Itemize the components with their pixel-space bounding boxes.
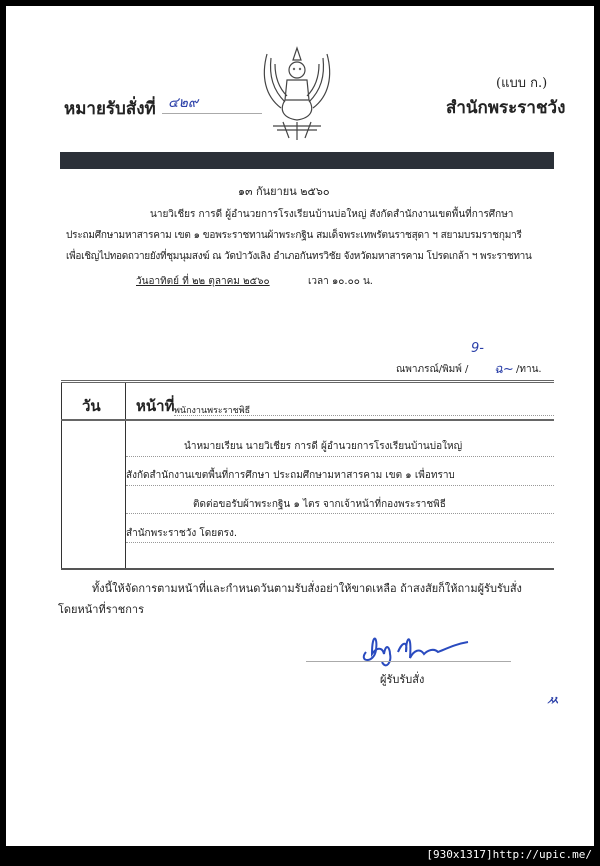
table-bottom-border [61,568,554,570]
table-header-divider [61,419,554,421]
row-line-2 [126,485,554,486]
signature-scribble-icon [356,622,476,672]
garuda-emblem-icon [259,46,335,142]
row-line-4 [126,542,554,543]
column-day-header: วัน [82,397,101,415]
typist-label-suffix: /ทาน. [516,364,542,375]
document-page [6,6,594,846]
signature-initial: ㅆ [546,694,559,709]
footer-watermark: [930x1317]http://upic.me/ [426,848,592,861]
typist-label-prefix: ณพาภรณ์/พิมพ์ / [396,364,469,375]
document-date: ๑๓ กันยายน ๒๕๖๐ [238,185,330,198]
schedule-time: เวลา ๑๐.๐๐ น. [308,276,373,287]
signature-line [306,661,511,662]
column-duty-header: หน้าที่ [136,397,175,415]
table-row-3: ติดต่อขอรับผ้าพระกฐิน ๑ ไตร จากเจ้าหน้าที่กองพระราชพิธี [193,499,446,510]
closing-line-1: ทั้งนี้ให้จัดการตามหน้าที่และกำหนดวันตามรับสั่งอย่าให้ขาดเหลือ ถ้าสงสัยก็ให้ถามผู้รับรับสั่ง [92,582,522,595]
duty-value: พนักงานพระราชพิธี [174,406,251,416]
row-line-1 [126,456,554,457]
row-line-3 [126,513,554,514]
table-left-border [61,383,62,569]
header-band [60,152,554,169]
signature-label: ผู้รับรับสั่ง [380,673,425,686]
typist-initial-mark: 9- [471,341,484,356]
office-name: สำนักพระราชวัง [446,98,566,118]
order-number-underline [162,113,262,114]
table-top-border [61,380,554,383]
typist-signature: ฉ~ [494,362,514,377]
table-row-2: สังกัดสำนักงานเขตพื้นที่การศึกษา ประถมศึกษามหาสารคาม เขต ๑ เพื่อทราบ [126,470,455,481]
schedule-date: วันอาทิตย์ ที่ ๒๒ ตุลาคม ๒๕๖๐ [136,276,270,287]
footer-bar [0,846,600,866]
order-label: หมายรับสั่งที่ [64,99,156,119]
closing-line-2: โดยหน้าที่ราชการ [58,603,144,616]
table-row-4: สำนักพระราชวัง โดยตรง. [126,528,238,539]
form-type: (แบบ ก.) [496,76,548,91]
body-line-1: นายวิเชียร การดี ผู้อำนวยการโรงเรียนบ้านบ่อใหญ่ สังกัดสำนักงานเขตพื้นที่การศึกษา [150,209,514,220]
table-row-1: นำหมายเรียน นายวิเชียร การดี ผู้อำนวยการโรงเรียนบ้านบ่อใหญ่ [184,441,463,452]
duty-underline [174,415,554,416]
order-number: ๔๒๙ [168,95,199,111]
body-line-3: เพื่อเชิญไปทอดถวายยังที่ชุมนุมสงฆ์ ณ วัดป่าวังเลิง อำเภอกันทรวิชัย จังหวัดมหาสารคาม โปรดเกล้า ฯ พระราชทาน [66,251,532,262]
body-line-2: ประถมศึกษามหาสารคาม เขต ๑ ขอพระราชทานผ้าพระกฐิน สมเด็จพระเทพรัตนราชสุดา ฯ สยามบรมราชกุมารี [66,230,522,241]
